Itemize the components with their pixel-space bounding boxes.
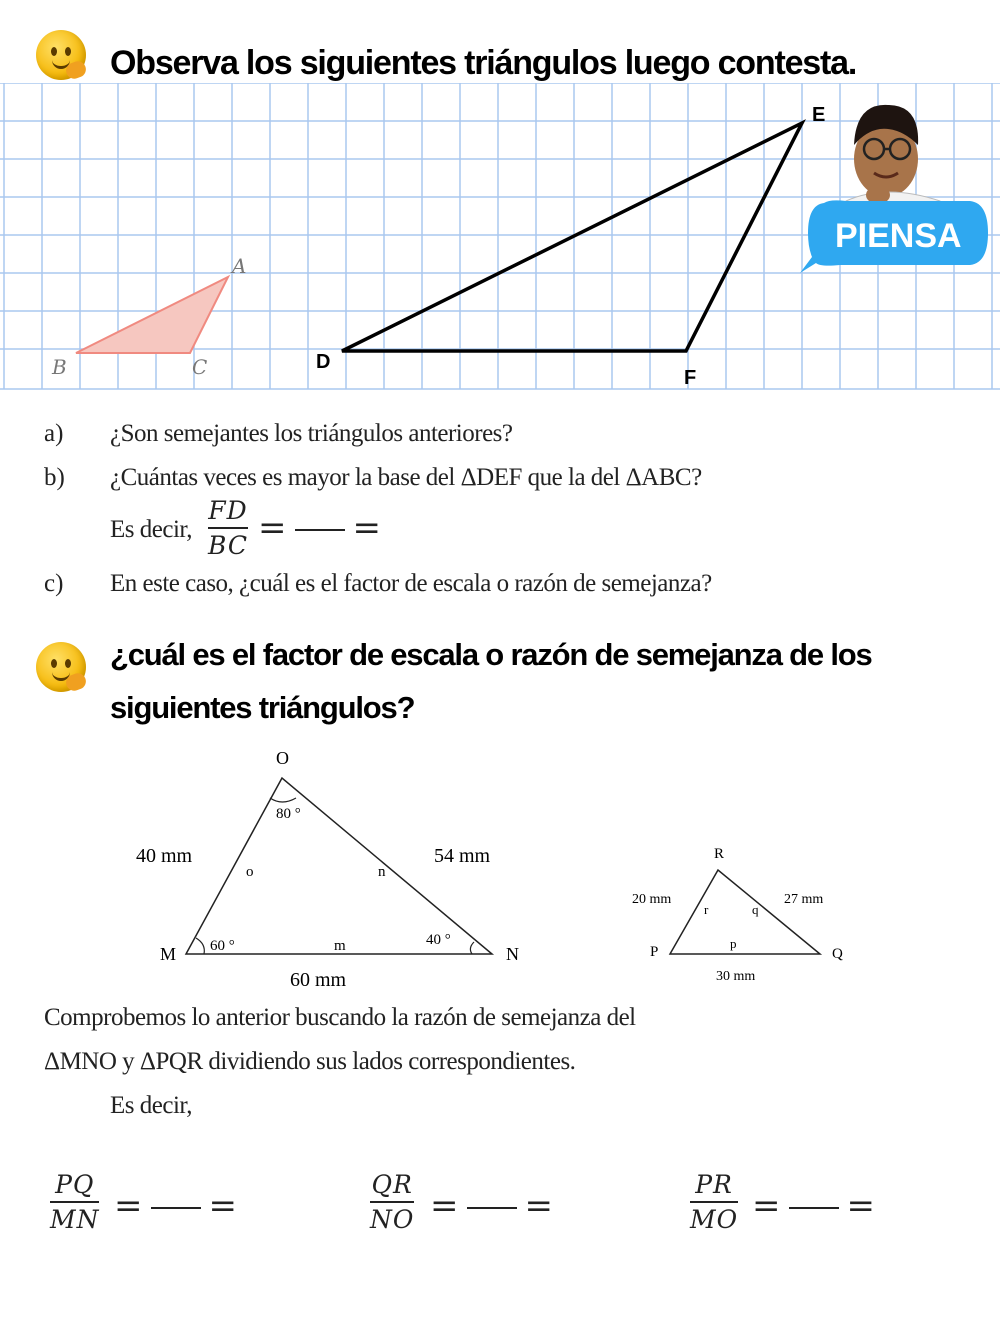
question-a-letter: a) xyxy=(44,420,64,447)
question-a-text: ¿Son semejantes los triángulos anteriores? xyxy=(110,420,513,447)
fraction-fd-bc xyxy=(208,496,248,560)
side-pq-length: 30 mm xyxy=(716,969,756,984)
side-letter-m: m xyxy=(334,938,346,954)
side-on-length: 54 mm xyxy=(434,845,491,867)
fraction-qr-no xyxy=(370,1170,414,1234)
answer-blank-pq-mn[interactable]: = = xyxy=(114,1186,237,1226)
side-letter-p: p xyxy=(730,936,737,951)
fraction-den: MN xyxy=(50,1205,100,1234)
fraction-den: BC xyxy=(208,531,248,560)
check-text-line2: ΔMNO y ΔPQR dividiendo sus lados correspondientes. xyxy=(44,1048,576,1075)
check-text-line1: Comprobemos lo anterior buscando la razón de semejanza del xyxy=(44,1004,636,1031)
side-letter-o: o xyxy=(246,864,254,880)
top-figure xyxy=(0,83,1000,395)
fraction-den: MO xyxy=(690,1205,739,1234)
triangle-pqr xyxy=(670,870,820,954)
side-letter-r: r xyxy=(704,902,709,917)
question-b-text: ¿Cuántas veces es mayor la base del ΔDEF que la del ΔABC? xyxy=(110,464,702,491)
fraction-num: QR xyxy=(371,1170,413,1199)
vertex-o: O xyxy=(276,748,289,768)
section2-title-line2: siguientes triángulos? xyxy=(110,690,415,725)
question-b-letter: b) xyxy=(44,464,65,491)
side-mn-length: 60 mm xyxy=(290,969,347,991)
vertex-p: P xyxy=(650,944,659,960)
thinking-face-icon xyxy=(36,30,86,80)
check-text-line3: Es decir, xyxy=(110,1092,192,1119)
side-letter-q: q xyxy=(752,902,759,917)
piensa-badge xyxy=(800,200,988,273)
page-title: Observa los siguientes triángulos luego contesta. xyxy=(110,44,857,82)
triangle-def xyxy=(342,123,802,351)
side-rq-length: 27 mm xyxy=(784,892,824,907)
es-decir-b-label: Es decir, xyxy=(110,516,192,543)
section2-title-line1: ¿cuál es el factor de escala o razón de semejanza de los xyxy=(110,637,872,672)
vertex-q: Q xyxy=(832,946,843,962)
fraction-num: FD xyxy=(208,496,248,525)
label-a: A xyxy=(232,254,247,278)
label-f: F xyxy=(684,367,697,389)
triangle-pqr-figure xyxy=(620,836,860,986)
answer-blank-b[interactable]: = = xyxy=(258,508,381,548)
thinking-face-icon-2 xyxy=(36,642,86,692)
angle-m: 60 ° xyxy=(210,938,235,954)
side-mo-length: 40 mm xyxy=(136,845,193,867)
angle-n: 40 ° xyxy=(426,932,451,948)
vertex-m: M xyxy=(160,944,177,964)
label-c: C xyxy=(192,355,208,379)
answer-blank-pr-mo[interactable]: = = xyxy=(752,1186,875,1226)
piensa-text: PIENSA xyxy=(835,217,962,255)
side-pr-length: 20 mm xyxy=(632,892,672,907)
label-b: B xyxy=(52,355,67,379)
vertex-r: R xyxy=(714,846,725,862)
fraction-pq-mn xyxy=(50,1170,99,1234)
vertex-n: N xyxy=(506,944,519,964)
question-c-text: En este caso, ¿cuál es el factor de escala o razón de semejanza? xyxy=(110,570,712,597)
angle-o: 80 ° xyxy=(276,806,301,822)
question-c-letter: c) xyxy=(44,570,64,597)
fraction-num: PQ xyxy=(55,1170,95,1199)
fraction-den: NO xyxy=(370,1205,415,1234)
label-e: E xyxy=(812,104,826,126)
triangle-mno-figure xyxy=(130,740,540,995)
side-letter-n: n xyxy=(378,864,386,880)
fraction-num: PR xyxy=(695,1170,733,1199)
answer-blank-qr-no[interactable]: = = xyxy=(430,1186,553,1226)
label-d: D xyxy=(316,351,331,373)
fraction-pr-mo xyxy=(690,1170,738,1234)
triangle-abc xyxy=(76,277,228,353)
